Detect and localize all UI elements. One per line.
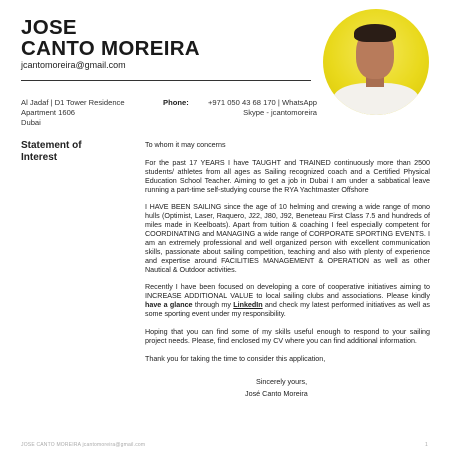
name-line-1: JOSE xyxy=(21,16,77,39)
closing-block xyxy=(245,376,308,400)
photo-shirt xyxy=(333,83,419,115)
page-number: 1 xyxy=(425,442,428,448)
skype-handle: Skype - jcantomoreira xyxy=(243,108,317,117)
letter-body xyxy=(145,141,430,372)
email-address[interactable]: jcantomoreira@gmail.com xyxy=(21,60,126,70)
address-block xyxy=(21,98,125,128)
section-title xyxy=(21,140,82,164)
paragraph-5: Thank you for taking the time to consider this application, xyxy=(145,354,326,363)
profile-photo xyxy=(323,9,429,115)
phone-block xyxy=(199,98,317,118)
salutation: To whom it may concerns xyxy=(145,141,226,149)
address-line-3: Dubai xyxy=(21,118,41,127)
applicant-name xyxy=(21,17,200,59)
name-line-2: CANTO MOREIRA xyxy=(21,37,200,60)
section-title-line-1: Statement of xyxy=(21,140,82,151)
paragraph-1: For the past 17 YEARS I have TAUGHT and TRAINED continuously more than 2500 students/ athletes from all ages as Sailing recognized coach and a Certified Physical Education School Teacher. Aiming to get a job in Dubai I am under a sabbatical leave running a part-time self-studying course the RYA Yachtmaster Offshore xyxy=(145,158,430,194)
closing-phrase: Sincerely yours, xyxy=(256,377,308,386)
section-title-line-2: Interest xyxy=(21,152,58,163)
address-line-1: Al Jadaf | D1 Tower Residence xyxy=(21,98,125,107)
linkedin-link[interactable]: LinkedIn xyxy=(233,301,263,310)
phone-label: Phone: xyxy=(163,98,189,107)
phone-number[interactable]: +971 050 43 68 170 | WhatsApp xyxy=(207,98,317,107)
paragraph-2: I HAVE BEEN SAILING since the age of 10 helming and crewing a wide range of mono hulls (Optimist, Laser, Raquero, J22, J80, J92, Beneteau First Class 7.5 and hundreds of miles made in Keelboats). Apart from tuition & coaching I feel especially competent for COORDINATING and MANAGING a wide range of CORPORATE SPORTING EVENTS. I am an extremely professional and well organized person with excellent communication skills, passionate about sailing competition, teaching and also with plenty of experience and expertise around FACILITIES MANAGEMENT & OPERATION as well as other Nautical & Outdoor activities. xyxy=(145,203,430,274)
paragraph-3-text-b: through my xyxy=(192,301,234,310)
address-line-2: Apartment 1606 xyxy=(21,108,76,117)
paragraph-3-text-a: Recently I have been focused on developing a core of cooperative initiatives aiming to INCREASE ADDITIONAL VALUE to local sailing clubs and associations. Please kindly xyxy=(145,283,430,301)
paragraph-3-text-c: and check my latest performed initiatives as well as some sporting event under my responsibility. xyxy=(145,301,430,319)
header-divider xyxy=(21,80,311,81)
paragraph-3-bold: have a glance xyxy=(145,301,193,310)
signature-name: José Canto Moreira xyxy=(245,389,308,398)
photo-hair xyxy=(354,24,396,42)
paragraph-3 xyxy=(145,283,430,319)
footer-text: JOSE CANTO MOREIRA jcantomoreira@gmail.com xyxy=(21,442,146,448)
paragraph-4: Hoping that you can find some of my skills useful enough to respond to your sailing project needs. Please, find enclosed my CV where you can find additional information. xyxy=(145,327,430,345)
